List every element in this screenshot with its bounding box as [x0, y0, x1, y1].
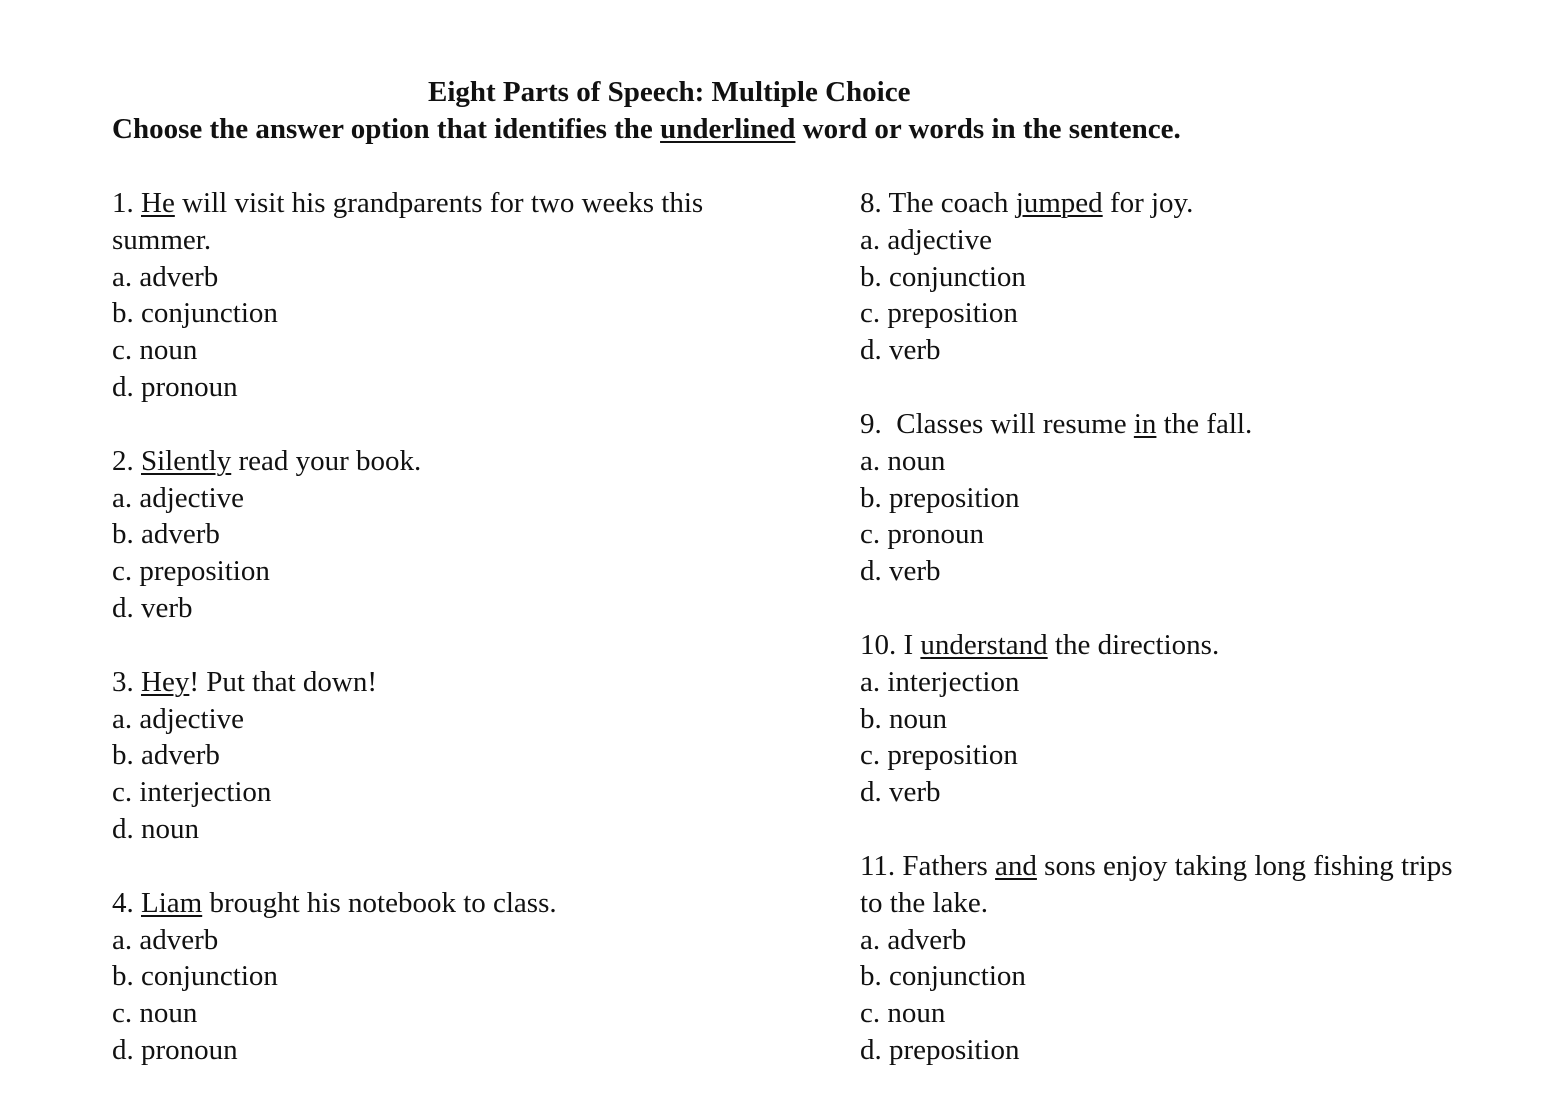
answer-option[interactable]: b. conjunction [112, 297, 278, 330]
answer-option[interactable]: a. adverb [112, 260, 219, 293]
question-stem-line [860, 848, 1520, 885]
question-item [112, 185, 762, 406]
answer-option[interactable]: b. adverb [112, 739, 220, 772]
answer-option[interactable]: d. verb [112, 591, 193, 624]
right-question-column [860, 185, 1520, 1106]
stem-text: brought his notebook to class. [202, 886, 557, 919]
answer-option[interactable]: d. noun [112, 812, 199, 845]
instructions [112, 111, 1181, 148]
underlined-word: and [995, 849, 1037, 882]
answer-option[interactable]: a. interjection [860, 665, 1020, 698]
question-item [860, 627, 1520, 811]
stem-text: 2. [112, 444, 141, 477]
stem-text: the fall. [1156, 407, 1253, 440]
stem-text: 10. I [860, 628, 921, 661]
question-item [860, 406, 1520, 590]
answer-option[interactable]: a. adverb [860, 923, 967, 956]
underlined-word: jumped [1015, 187, 1103, 219]
answer-option[interactable]: b. conjunction [860, 960, 1026, 993]
question-stem-line [112, 222, 762, 259]
question-stem-line [860, 185, 1520, 222]
question-stem-line [860, 885, 1520, 922]
stem-text: 3. [112, 665, 141, 698]
answer-option[interactable]: a. adjective [112, 481, 245, 514]
answer-option[interactable]: c. noun [860, 997, 946, 1030]
question-stem-line [112, 185, 762, 222]
instructions-underlined-word: underlined [660, 113, 796, 145]
answer-option[interactable]: b. noun [860, 702, 947, 735]
stem-text: ! Put that down! [189, 665, 378, 698]
answer-option[interactable]: b. adverb [112, 518, 220, 551]
left-question-column [112, 185, 762, 1106]
instructions-text-after: word or words in the sentence. [795, 113, 1181, 145]
answer-option[interactable]: a. adjective [860, 223, 993, 256]
question-item [112, 664, 762, 848]
answer-option[interactable]: a. adjective [112, 702, 245, 735]
question-stem-line [860, 627, 1520, 664]
stem-text: the directions. [1047, 628, 1220, 661]
worksheet-title: Eight Parts of Speech: Multiple Choice [428, 76, 911, 108]
question-item [112, 885, 762, 1069]
stem-text: 1. [112, 187, 141, 219]
question-item [860, 848, 1520, 1069]
question-stem-line [112, 885, 762, 922]
question-item [112, 443, 762, 627]
answer-option[interactable]: d. verb [860, 776, 941, 809]
underlined-word: understand [920, 628, 1048, 661]
stem-text: 9. Classes will resume [860, 407, 1134, 440]
answer-option[interactable]: a. adverb [112, 923, 219, 956]
stem-text: 11. Fathers [860, 849, 996, 882]
stem-text: summer. [112, 223, 212, 256]
stem-text: 8. The coach [860, 187, 1016, 219]
answer-option[interactable]: b. conjunction [112, 960, 278, 993]
answer-option[interactable]: d. pronoun [112, 1033, 238, 1066]
answer-option[interactable]: d. verb [860, 334, 941, 367]
answer-option[interactable]: c. noun [112, 334, 198, 367]
answer-option[interactable]: b. preposition [860, 481, 1020, 514]
stem-text: read your book. [231, 444, 422, 477]
answer-option[interactable]: c. preposition [112, 555, 270, 588]
answer-option[interactable]: c. noun [112, 997, 198, 1030]
answer-option[interactable]: c. interjection [112, 776, 272, 809]
answer-option[interactable]: c. pronoun [860, 518, 985, 551]
question-stem-line [112, 664, 762, 701]
underlined-word: Silently [141, 444, 232, 477]
answer-option[interactable]: a. noun [860, 444, 946, 477]
underlined-word: Hey [141, 665, 190, 698]
answer-option[interactable]: c. preposition [860, 297, 1018, 330]
stem-text: for joy. [1102, 187, 1194, 219]
question-stem-line [860, 406, 1520, 443]
instructions-text-before: Choose the answer option that identifies the [112, 113, 661, 145]
question-item [860, 185, 1520, 369]
stem-text: 4. [112, 886, 141, 919]
stem-text: to the lake. [860, 886, 989, 919]
stem-text: sons enjoy taking long fishing trips [1036, 849, 1453, 882]
answer-option[interactable]: b. conjunction [860, 260, 1026, 293]
underlined-word: in [1133, 407, 1157, 440]
answer-option[interactable]: d. preposition [860, 1033, 1020, 1066]
underlined-word: He [141, 187, 175, 219]
question-stem-line [112, 443, 762, 480]
answer-option[interactable]: d. pronoun [112, 370, 238, 403]
answer-option[interactable]: c. preposition [860, 739, 1018, 772]
stem-text: will visit his grandparents for two weeks this [174, 187, 704, 219]
answer-option[interactable]: d. verb [860, 555, 941, 588]
underlined-word: Liam [141, 886, 203, 919]
